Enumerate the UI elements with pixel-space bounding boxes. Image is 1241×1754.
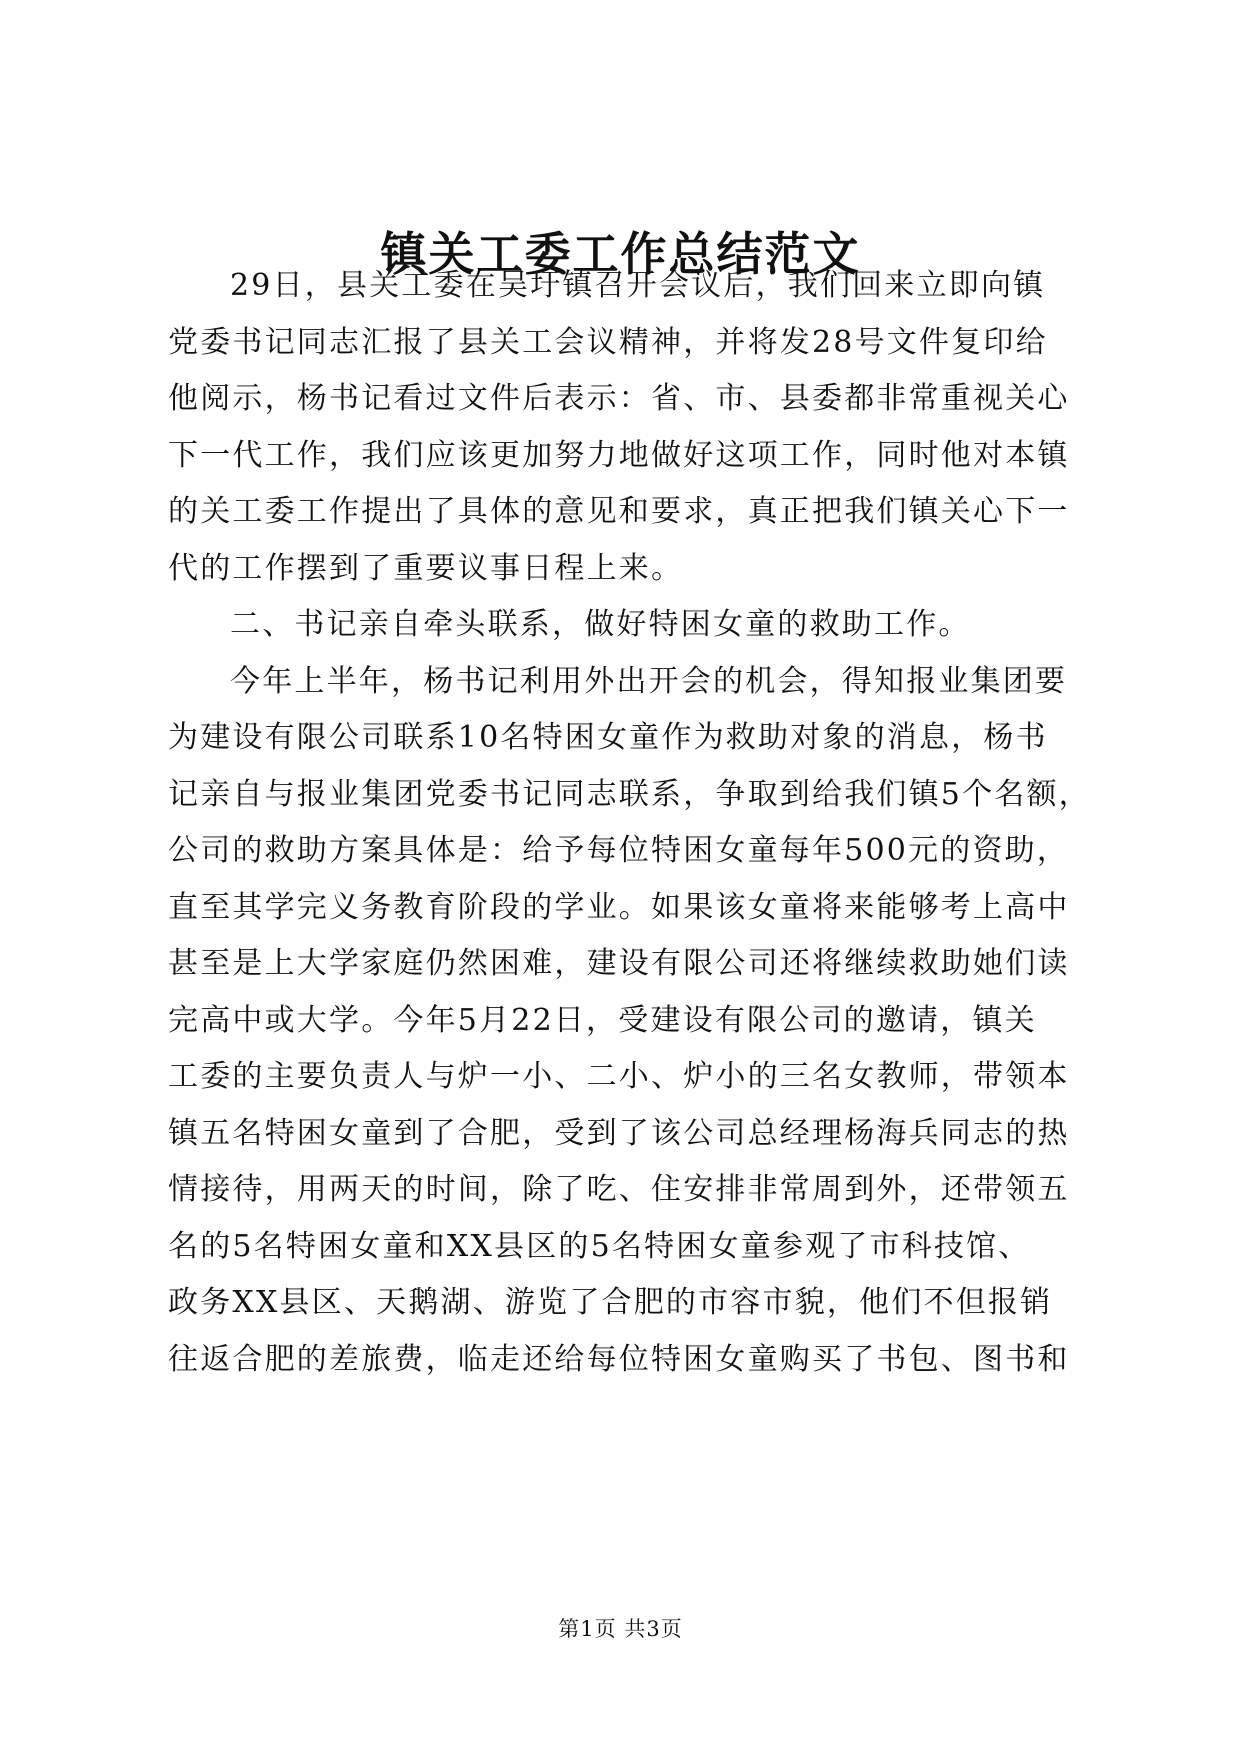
body-text-line: 镇五名特困女童到了合肥，受到了该公司总经理杨海兵同志的热	[168, 1115, 1070, 1151]
body-text-line: 政务XX县区、天鹅湖、游览了合肥的市容市貌，他们不但报销	[168, 1285, 1053, 1320]
body-text-line: 今年上半年，杨书记利用外出开会的机会，得知报业集团要	[230, 663, 1068, 699]
body-text-line: 名的5名特困女童和XX县区的5名特困女童参观了市科技馆、	[168, 1228, 1031, 1264]
body-text-line: 情接待，用两天的时间，除了吃、住安排非常周到外，还带领五	[168, 1172, 1070, 1207]
page-footer: 第1页 共3页	[558, 1617, 683, 1641]
body-text-line: 的关工委工作提出了具体的意见和要求，真正把我们镇关心下一	[168, 494, 1070, 529]
body-text-line: 完高中或大学。今年5月22日，受建设有限公司的邀请，镇关	[168, 1002, 1037, 1038]
body-text-line: 工委的主要负责人与炉一小、二小、炉小的三名女教师，带领本	[168, 1059, 1070, 1094]
body-text-line: 代的工作摆到了重要议事日程上来。	[168, 550, 684, 586]
document-title: 镇关工委工作总结范文	[380, 227, 861, 281]
body-text-line: 往返合肥的差旅费，临走还给每位特困女童购买了书包、图书和	[168, 1341, 1070, 1377]
body-text-line: 党委书记同志汇报了县关工会议精神，并将发28号文件复印给	[168, 324, 1048, 360]
body-text-line: 记亲自与报业集团党委书记同志联系，争取到给我们镇5个名额，	[168, 776, 1091, 812]
body-text-line: 直至其学完义务教育阶段的学业。如果该女童将来能够考上高中	[168, 889, 1070, 925]
body-text-line: 甚至是上大学家庭仍然困难，建设有限公司还将继续救助她们读	[168, 946, 1070, 981]
body-text-line: 他阅示，杨书记看过文件后表示：省、市、县委都非常重视关心	[168, 381, 1070, 416]
body-text-line: 公司的救助方案具体是：给予每位特困女童每年500元的资助，	[168, 833, 1070, 868]
body-text-line: 二、书记亲自牵头联系，做好特困女童的救助工作。	[230, 607, 971, 642]
body-text-line: 为建设有限公司联系10名特困女童作为救助对象的消息，杨书	[168, 720, 1048, 755]
body-text-line: 下一代工作，我们应该更加努力地做好这项工作，同时他对本镇	[168, 437, 1070, 473]
body-text-line: 29日，县关工委在吴圩镇召开会议后，我们回来立即向镇	[230, 268, 1046, 303]
